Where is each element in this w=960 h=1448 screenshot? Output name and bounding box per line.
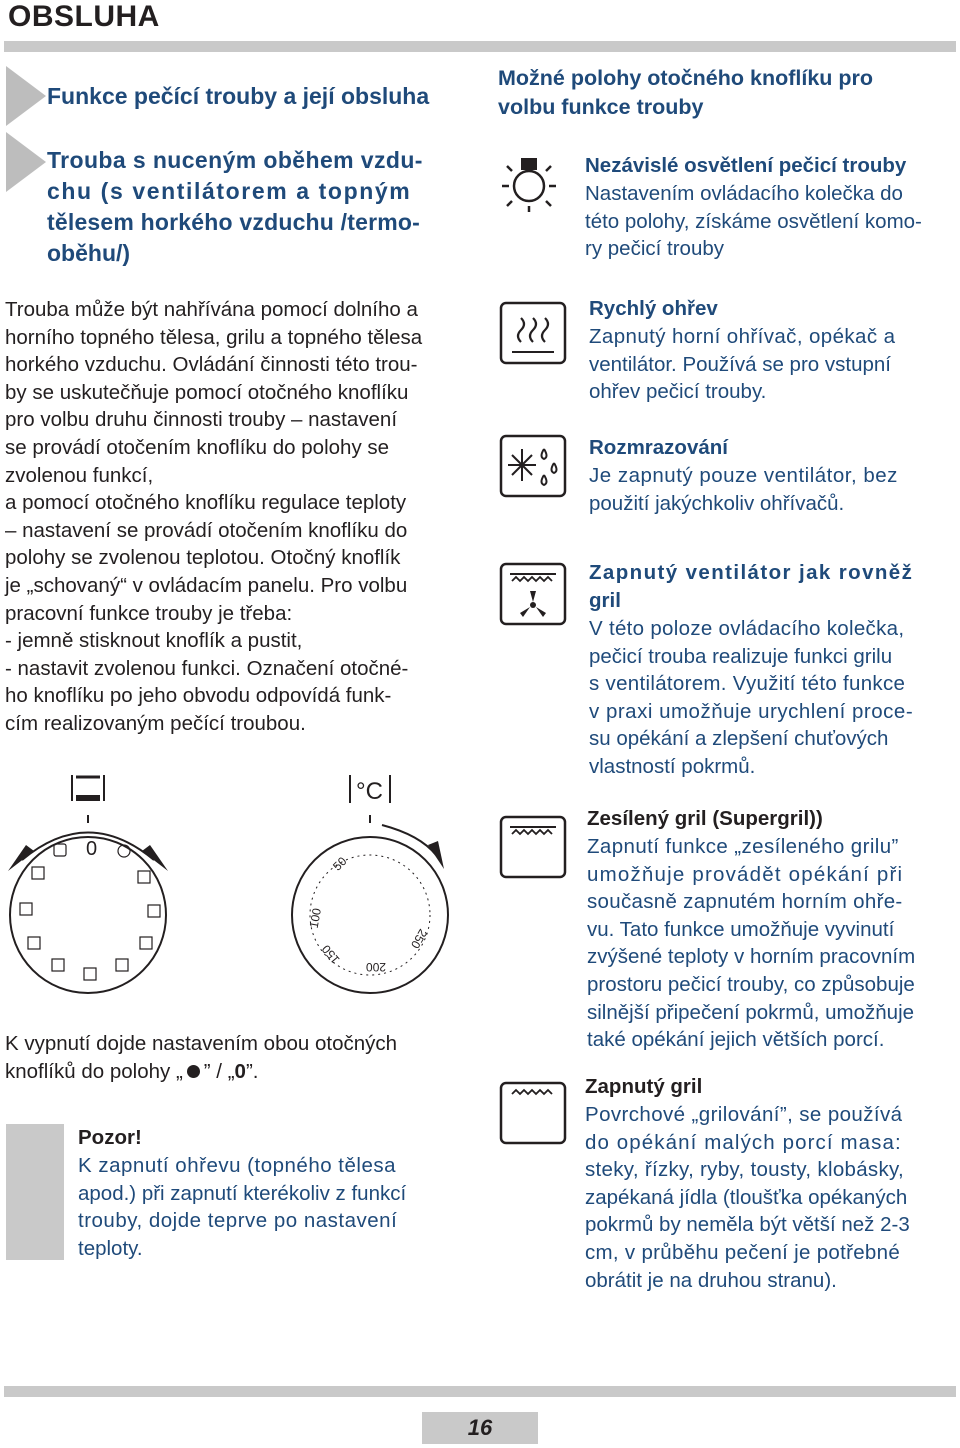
off-instruction: K vypnutí dojde nastavením obou otočných knoflíků do polohy „ ” / „0”. (5, 1032, 398, 1083)
top-rule (4, 41, 956, 52)
subsection-arrow-icon (6, 132, 46, 192)
subsection-title: Trouba s nuceným oběhem vzdu- chu (s ventilátorem a topným tělesem horkého vzduchu /termo- oběhu/) (47, 147, 423, 266)
svg-text:200: 200 (365, 960, 386, 974)
note-title: Pozor! (78, 1126, 142, 1149)
defrost-icon (498, 433, 568, 499)
page-number: 16 (422, 1412, 538, 1444)
svg-text:150: 150 (318, 942, 343, 967)
mode-rapid-heat: Rychlý ohřev Zapnutý horní ohřívač, opékač a ventilátor. Používá se pro vstupní ohřev pečicí trouby. (589, 297, 896, 404)
modes-heading: Možné polohy otočného knoflíku pro volbu funkce trouby (498, 66, 874, 119)
arrow-right-icon (142, 845, 168, 871)
note-sidebar (6, 1124, 64, 1260)
page-title: OBSLUHA (8, 0, 160, 33)
svg-text:250: 250 (407, 926, 431, 951)
temperature-unit-label: °C (356, 778, 383, 805)
supergrill-icon (498, 814, 568, 880)
knob-zero-label: 0 (86, 838, 98, 860)
fan-grill-icon (498, 561, 568, 627)
rapid-heat-icon (498, 300, 568, 366)
section-title: Funkce pečící trouby a její obsluha (47, 83, 430, 109)
intro-paragraph: Trouba může být nahřívána pomocí dolního a horního topného tělesa, grilu a topného tělesa horkého vzduchu. Ovládání činnosti této trou- by se uskutečňuje pomocí otočného knoflíku pro volbu druhu činnosti trouby – nastavení se provádí otočením knoflíku do polohy se zvolenou funkcí, a pomocí otočného knoflíku regulace teploty – nastavení se provádí otočením knoflíku do polohy se zvolenou teplotou. Otočný knoflík je „schovaný“ v ovládacím panelu. Pro volbu pracovní funkce trouby je třeba: - jemně stisknout knoflík a pustit, - nastavit zvolenou funkci. Označení otočné- ho knoflíku po jeho obvodu odpovídá funk- cím realizovaným pečící troubou. (5, 298, 423, 735)
mode-defrost: Rozmrazování Je zapnutý pouze ventilátor, bez použití jakýchkoliv ohřívačů. (589, 436, 898, 515)
knobs-diagram (0, 765, 470, 995)
svg-text:100: 100 (306, 907, 324, 930)
section-arrow-icon (6, 66, 46, 126)
temperature-ticks (307, 854, 430, 974)
function-knob (10, 837, 166, 993)
oven-light-icon (498, 154, 560, 214)
knob-function-icons (20, 844, 160, 980)
mode-supergrill: Zesílený gril (Supergril)) Zapnutí funkce „zesíleného grilu” umožňuje provádět opékání při současně zapnutém horním ohře- vu. Tato funkce umožňuje vyvinutí zvýšené teploty v horním pracovním prostoru pečicí trouby, co způsobuje silnější připečení pokrmů, umožňuje také opékání jejich větších porcí. (587, 807, 916, 1052)
bottom-rule (4, 1386, 956, 1397)
function-knob-marker (72, 775, 104, 823)
mode-fan-grill: Zapnutý ventilátor jak rovněž gril V této poloze ovládacího kolečka, pečicí trouba realizuje funkci grilu s ventilátorem. Využití této funkce v praxi umožňuje urychlení proce- su opékání a zlepšení chuťových vlastností pokrmů. (589, 561, 914, 778)
note-box: Pozor! K zapnutí ohřevu (topného tělesa apod.) při zapnutí kterékoliv z funkcí trouby, dojde teprve po nastavení teploty. (78, 1124, 462, 1262)
mode-grill: Zapnutý gril Povrchové „grilování”, se používá do opékání malých porcí masa: steky, řízky, ryby, tousty, klobásky, zapékaná jídla (tloušťka opékaných pokrmů by neměla být větší než 2-3 cm, v průběhu pečení je potřebné obrátit je na druhou stranu). (585, 1075, 910, 1292)
mode-light: Nezávislé osvětlení pečicí trouby Nastavením ovládacího kolečka do této polohy, získáme osvětlení komo- ry pečicí trouby (585, 154, 922, 261)
svg-text:50: 50 (330, 854, 350, 874)
arrow-left-icon (8, 845, 34, 871)
off-dot-icon (187, 1065, 200, 1078)
grill-icon (498, 1080, 568, 1146)
